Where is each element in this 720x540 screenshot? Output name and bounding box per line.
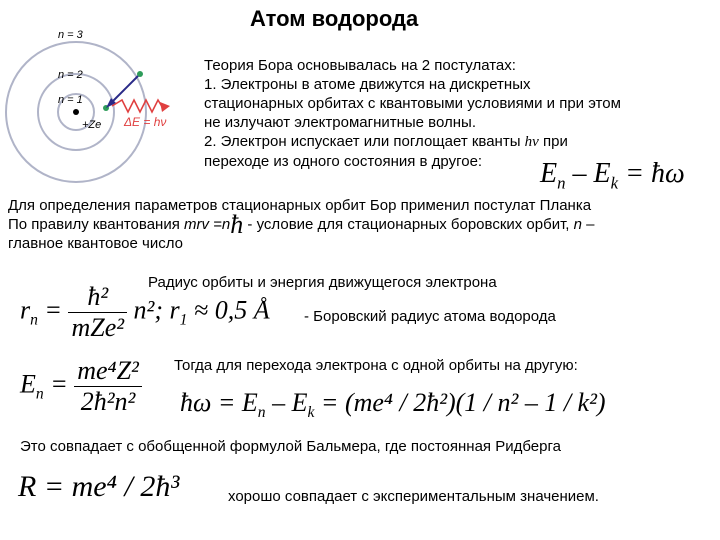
postulate-2-text: при — [538, 133, 568, 150]
postulates-intro: Теория Бора основывалась на 2 постулатах: — [204, 57, 516, 74]
label-n1: n = 1 — [58, 94, 83, 106]
nucleus — [73, 109, 79, 115]
formula-energy: $E_n$ = $\frac{\text{me⁴Z²}}{\text{2ħ²n²}}$ — [20, 356, 142, 417]
transition-text: Тогда для перехода электрона с одной орбиты на другую: — [174, 357, 578, 374]
agreement-text: хорошо совпадает с экспериментальным значением. — [228, 488, 599, 505]
planck-line: По правилу квантования mrv =nħ - условие для стационарных боровских орбит, n – — [8, 210, 595, 239]
fraction: $\frac{\text{me⁴Z²}}{\text{2ħ²n²}}$ — [74, 356, 142, 417]
balmer-text: Это совпадает с обобщенной формулой Бальмера, где постоянная Ридберга — [20, 438, 561, 455]
postulate-1-line: 1. Электроны в атоме движутся на дискретных — [204, 76, 531, 93]
postulate-2-text: 2. Электрон испускает или поглощает кванты — [204, 133, 525, 150]
formula-en-ek: $E_n - E_k$ = ħω — [540, 158, 685, 193]
label-delta-e: ΔE = hν — [124, 115, 167, 129]
postulates-block — [204, 56, 621, 171]
postulate-2-line: переходе из одного состояния в другое: — [204, 153, 483, 170]
planck-block — [8, 196, 594, 253]
photon-head — [160, 102, 170, 112]
photon-wave — [112, 100, 164, 112]
label-n3: n = 3 — [58, 29, 83, 41]
fraction: $\frac{\text{ħ²}}{\text{mZe²}}$ — [68, 282, 127, 343]
radius-heading: Радиус орбиты и энергия движущегося электрона — [148, 274, 497, 291]
planck-line: главное квантовое число — [8, 235, 183, 252]
formula-transition: ħω = $E_n - E_k = (me^4$ / 2ħ²)(1 / n² – 1 / k²) — [180, 388, 606, 422]
label-n2: n = 2 — [58, 69, 83, 81]
postulate-1-line: не излучают электромагнитные волны. — [204, 114, 476, 131]
label-nucleus: +Ze — [82, 119, 102, 131]
h-nu-symbol: hν — [524, 134, 539, 150]
formula-rydberg: R = me⁴ / 2ħ³ — [18, 470, 180, 503]
formula-radius: $r_n$ = $\frac{\text{ħ²}}{\text{mZe²}}$ n²; $r_1 \approx 0,5$ Å — [20, 282, 270, 342]
hbar-symbol: ħ — [230, 210, 244, 239]
page-title: Атом водорода — [250, 6, 419, 31]
postulate-1-line: стационарных орбитах с квантовыми условиями и при этом — [204, 95, 621, 112]
postulate-2-line — [204, 132, 621, 152]
bohr-radius-note: - Боровский радиус атома водорода — [304, 308, 556, 325]
planck-line: Для определения параметров стационарных орбит Бор применил постулат Планка — [8, 197, 592, 214]
bohr-atom-diagram — [0, 0, 200, 190]
